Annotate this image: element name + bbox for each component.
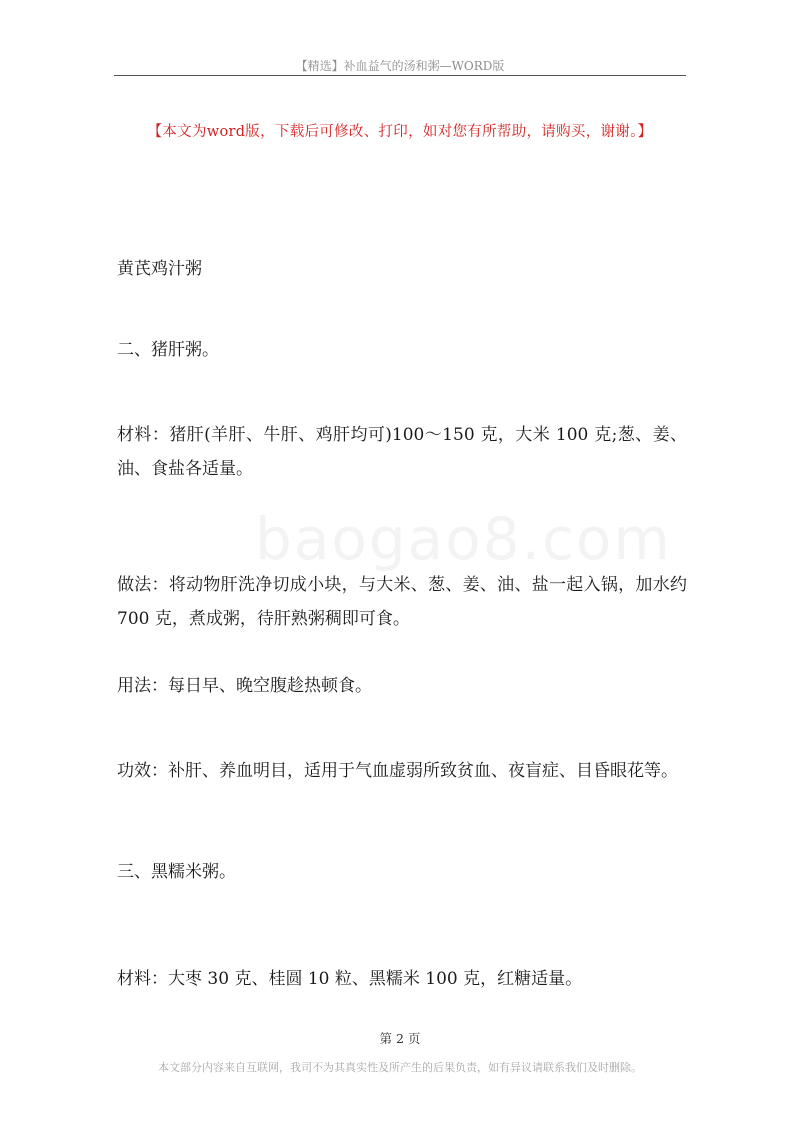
paragraph-effect: 功效：补肝、养血明目，适用于气血虚弱所致贫血、夜盲症、目昏眼花等。 xyxy=(117,761,678,781)
paragraph-method: 做法：将动物肝洗净切成小块，与大米、葱、姜、油、盐一起入锅，加水约 700 克，煮成粥，待肝熟粥稠即可食。 xyxy=(117,575,687,629)
page-header: 【精选】补血益气的汤和粥—WORD版 xyxy=(295,59,505,73)
paragraph-usage: 用法：每日早、晚空腹趁热顿食。 xyxy=(117,676,372,696)
paragraph-title: 黄芪鸡汁粥 xyxy=(117,259,202,279)
header-divider xyxy=(114,75,686,76)
page-number: 第 2 页 xyxy=(379,1031,421,1046)
watermark: baogao8.com xyxy=(255,505,672,573)
page-footer: 本文部分内容来自互联网，我司不为其真实性及所产生的后果负责，如有异议请联系我们及时删除。 xyxy=(158,1061,642,1074)
paragraph-ingredients: 材料：猪肝(羊肝、牛肝、鸡肝均可)100～150 克，大米 100 克;葱、姜、油、食盐各适量。 xyxy=(117,425,687,479)
paragraph-ingredients-2: 材料：大枣 30 克、桂圆 10 粒、黑糯米 100 克，红糖适量。 xyxy=(117,969,583,989)
section-heading-pork-liver: 二、猪肝粥。 xyxy=(117,340,219,360)
section-heading-black-rice: 三、黑糯米粥。 xyxy=(117,862,236,882)
purchase-notice: 【本文为word版，下载后可修改、打印，如对您有所帮助，请购买，谢谢。】 xyxy=(147,124,653,140)
